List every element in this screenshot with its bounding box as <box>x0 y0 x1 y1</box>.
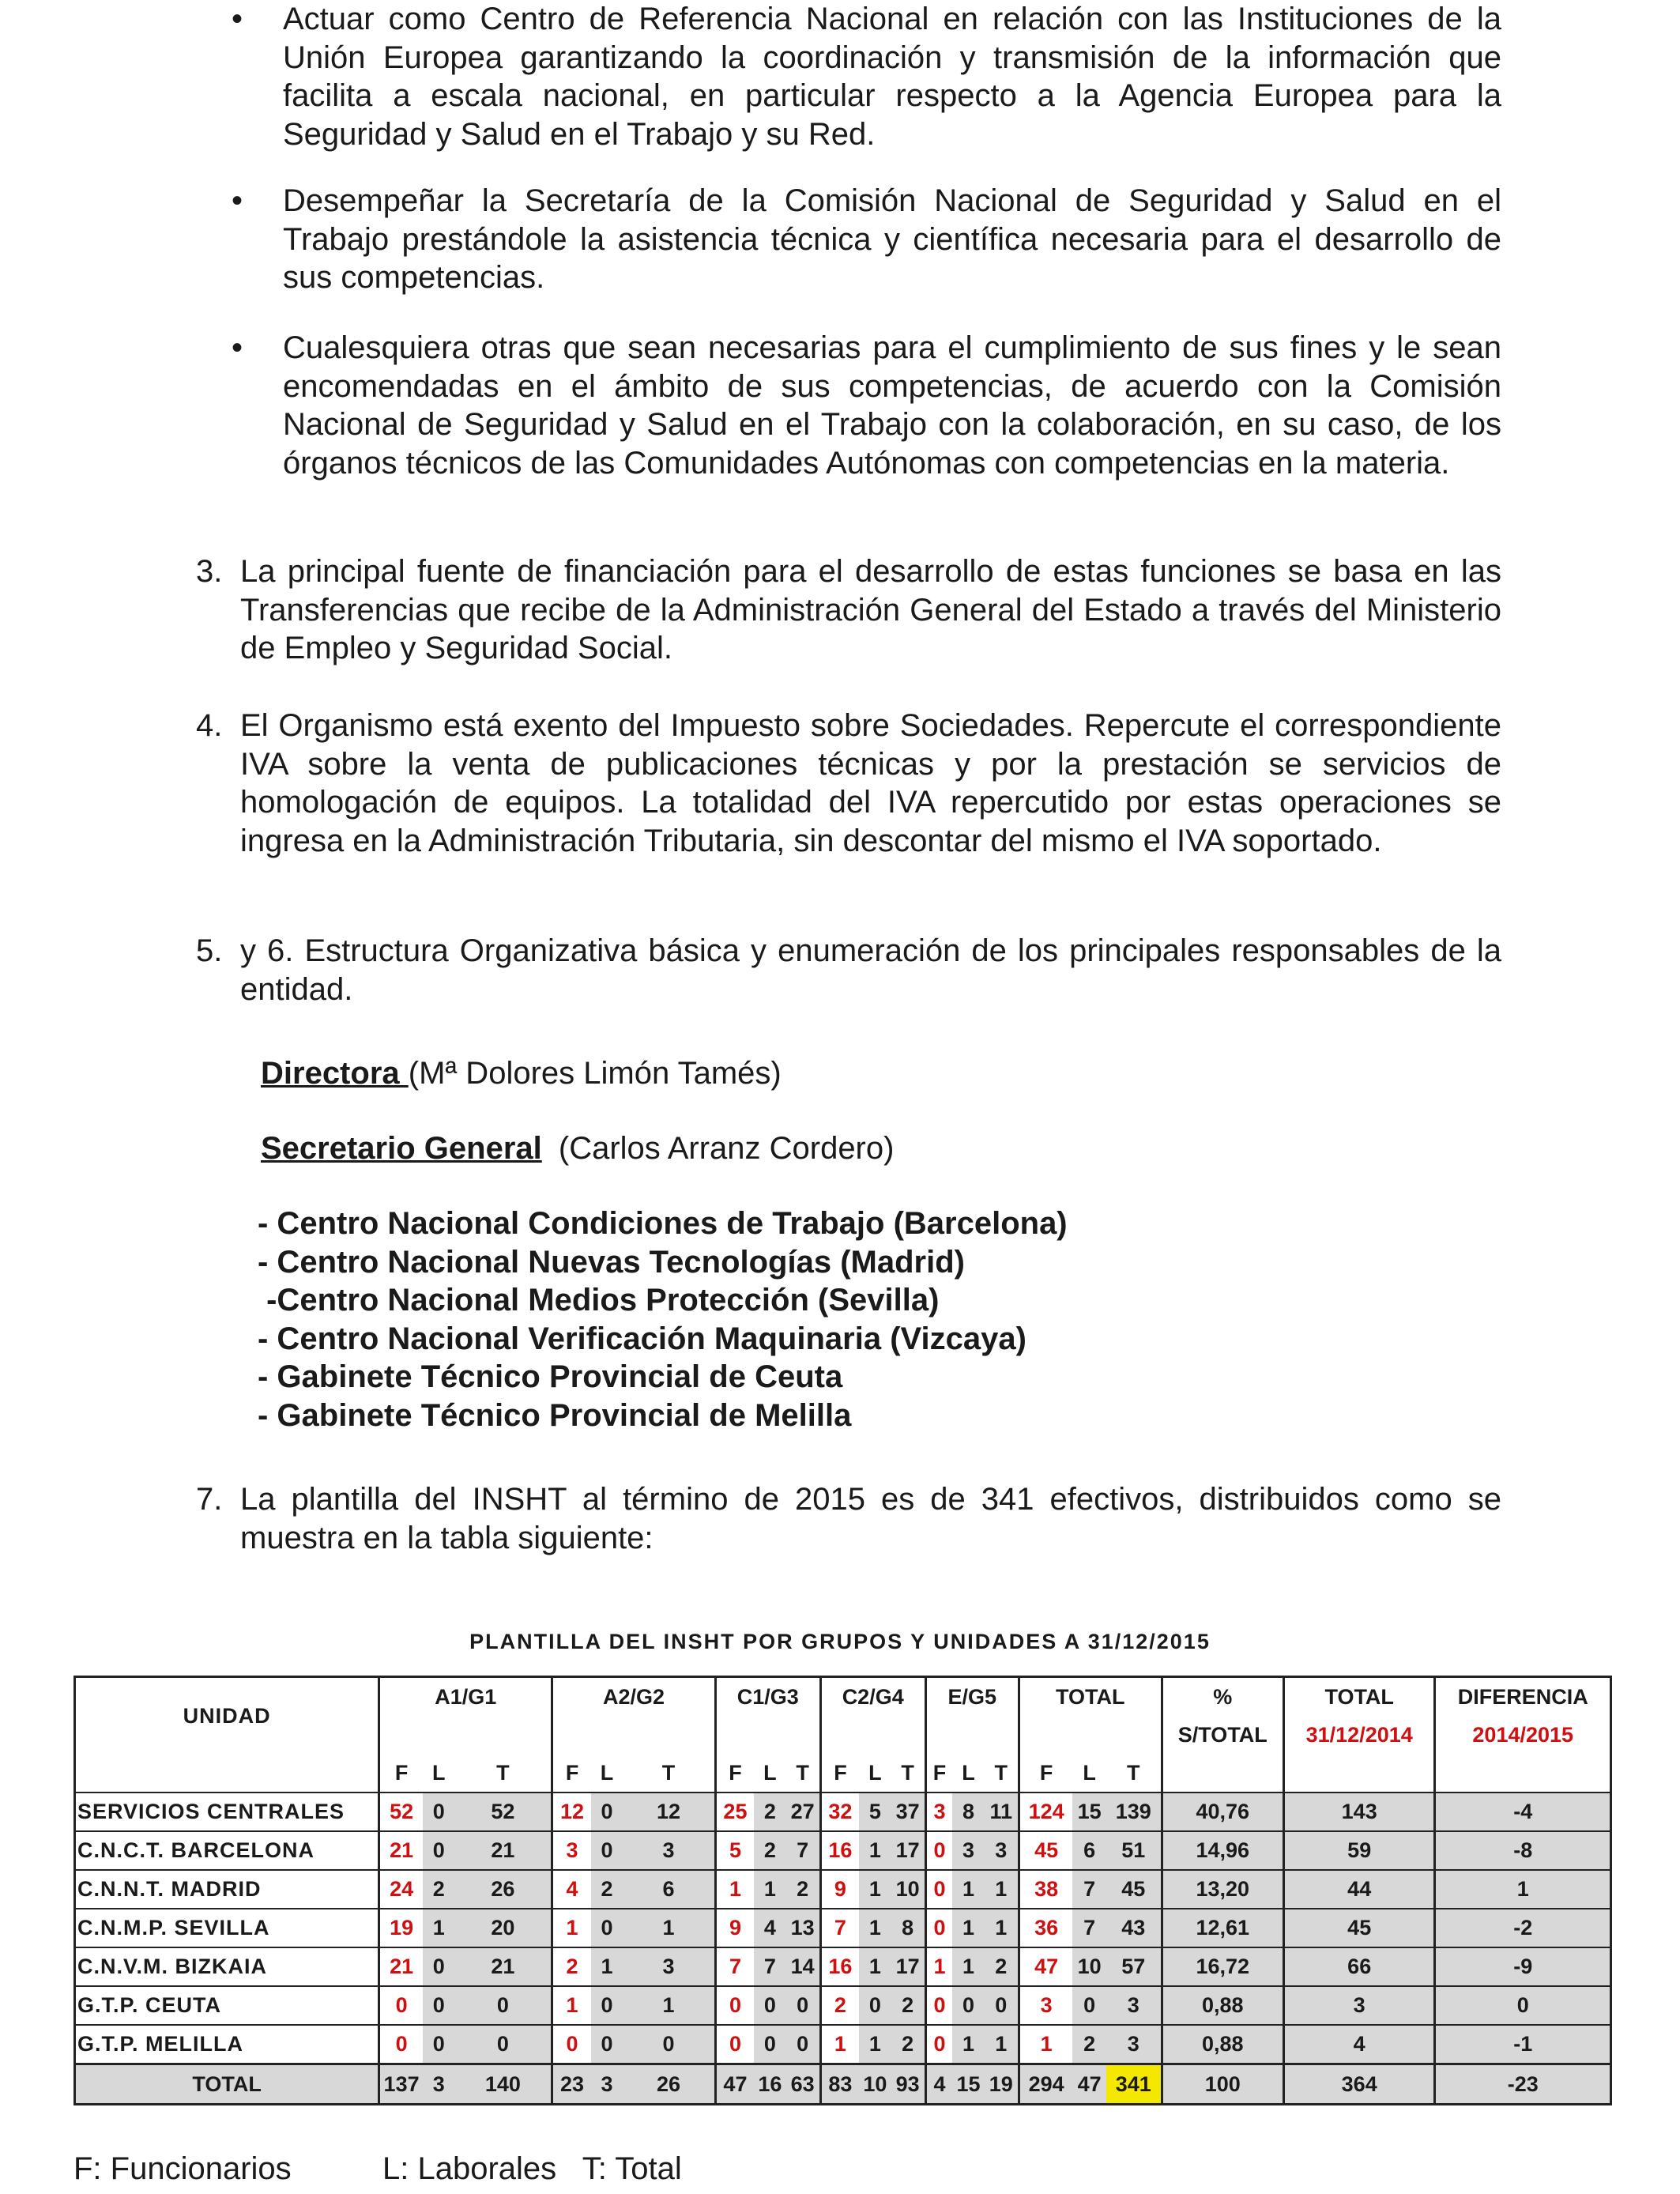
header-pct-sub: S/TOTAL <box>1162 1716 1283 1754</box>
cell-l: 8 <box>952 1793 984 1831</box>
cell-f: 21 <box>379 1947 423 1986</box>
cell-l: 1 <box>952 1947 984 1986</box>
item-text: El Organismo está exento del Impuesto sobre Sociedades. Repercute el correspondiente IVA sobre la venta de publicaciones técnicas y por la prestación se servicios de homologación de equipos. La totalidad del IVA repercutido por estas operaciones se ingresa en la Administración Tributaria, sin descontar del mismo el IVA soportado. <box>240 708 1501 858</box>
cell-l: 0 <box>859 1986 891 2025</box>
center-item: - Centro Nacional Verificación Maquinaria (Vizcaya) <box>258 1321 1026 1356</box>
secretario-label: Secretario General <box>261 1131 542 1166</box>
bullet-text: Actuar como Centro de Referencia Nacional en relación con las Instituciones de la Unión Europea garantizando la coordinación y transmisión de la información que facilita a escala nacional, en particular respecto a la Agencia Europea para la Seguridad y Salud en el Trabajo y su Red. <box>283 2 1501 152</box>
cell-f: 16 <box>820 1947 859 1986</box>
bullet-text: Desempeñar la Secretaría de la Comisión Nacional de Seguridad y Salud en el Trabajo prestándole la asistencia técnica y científica necesaria para el desarrollo de sus competencias. <box>283 183 1501 295</box>
unit-name: C.N.M.P. SEVILLA <box>75 1909 379 1947</box>
header-unidad: UNIDAD <box>183 1703 271 1728</box>
centers-list <box>258 1204 1068 1434</box>
cell-f: 3 <box>1019 1986 1072 2025</box>
subheader-l: L <box>868 1760 882 1785</box>
cell-l: 1 <box>591 1947 623 1986</box>
center-item: - Gabinete Técnico Provincial de Ceuta <box>258 1359 843 1394</box>
cell-f: 0 <box>715 2025 754 2064</box>
table-row <box>75 1986 1611 2025</box>
cell-l: 0 <box>423 1986 454 2025</box>
cell-l: 3 <box>952 1831 984 1870</box>
cell-f: 9 <box>715 1909 754 1947</box>
cell-l: 7 <box>754 1947 785 1986</box>
cell-t: 2 <box>985 1947 1019 1986</box>
cell-l: 0 <box>591 2025 623 2064</box>
cell-t: 1 <box>985 1870 1019 1909</box>
cell-pct: 14,96 <box>1162 1831 1283 1870</box>
bullet-item <box>232 182 1501 297</box>
header-total: TOTAL <box>1283 1677 1435 1717</box>
cell-f: 23 <box>552 2064 591 2105</box>
cell-l: 1 <box>859 2025 891 2064</box>
cell-t: 3 <box>1106 2025 1162 2064</box>
cell-l: 1 <box>859 1831 891 1870</box>
item-text: La plantilla del INSHT al término de 2015 es de 341 efectivos, distribuidos como se muestra en la tabla siguiente: <box>240 1482 1501 1555</box>
cell-pct: 40,76 <box>1162 1793 1283 1831</box>
cell-f: 1 <box>925 1947 952 1986</box>
subheader-t: T <box>661 1760 676 1785</box>
cell-f: 9 <box>820 1870 859 1909</box>
numbered-item-4 <box>196 707 1501 860</box>
footnote-funcionarios: F: Funcionarios <box>73 2151 292 2186</box>
cell-pct: 16,72 <box>1162 1947 1283 1986</box>
cell-t: 20 <box>454 1909 552 1947</box>
cell-f: 24 <box>379 1870 423 1909</box>
bullet-icon: • <box>232 183 243 218</box>
cell-f: 0 <box>925 1909 952 1947</box>
subheader-f: F <box>925 1754 952 1793</box>
header-dif-period: 2014/2015 <box>1435 1716 1611 1754</box>
cell-pct: 100 <box>1162 2064 1283 2105</box>
cell-total-2014: 364 <box>1283 2064 1435 2105</box>
cell-l: 1 <box>952 2025 984 2064</box>
cell-f: 1 <box>820 2025 859 2064</box>
cell-total-2014: 66 <box>1283 1947 1435 1986</box>
cell-l: 1 <box>952 1870 984 1909</box>
header-group: A1/G1 <box>379 1677 552 1717</box>
secretario-name: (Carlos Arranz Cordero) <box>558 1131 895 1166</box>
table-row <box>75 1909 1611 1947</box>
cell-t: 93 <box>891 2064 926 2105</box>
cell-f: 21 <box>379 1831 423 1870</box>
cell-f: 4 <box>552 1870 591 1909</box>
unit-name: SERVICIOS CENTRALES <box>75 1793 379 1831</box>
subheader-l: L <box>1083 1760 1096 1785</box>
cell-total-2014: 4 <box>1283 2025 1435 2064</box>
cell-f: 83 <box>820 2064 859 2105</box>
cell-l: 2 <box>423 1870 454 1909</box>
cell-f: 0 <box>379 2025 423 2064</box>
table-row <box>75 2025 1611 2064</box>
cell-l: 0 <box>591 1986 623 2025</box>
cell-total-2014: 59 <box>1283 1831 1435 1870</box>
cell-t: 51 <box>1106 1831 1162 1870</box>
cell-l: 15 <box>952 2064 984 2105</box>
cell-t: 3 <box>985 1831 1019 1870</box>
cell-f: 5 <box>715 1831 754 1870</box>
subheader-f: F <box>1019 1754 1072 1793</box>
item-text: y 6. Estructura Organizativa básica y enumeración de los principales responsables de la entidad. <box>240 933 1501 1007</box>
cell-total-2014: 45 <box>1283 1909 1435 1947</box>
header-group: C1/G3 <box>715 1677 820 1717</box>
cell-t: 1 <box>985 2025 1019 2064</box>
table-row <box>75 1870 1611 1909</box>
bullet-item <box>232 0 1501 153</box>
cell-l: 0 <box>591 1793 623 1831</box>
cell-diferencia: -23 <box>1435 2064 1611 2105</box>
subheader-l: L <box>600 1760 614 1785</box>
cell-t: 52 <box>454 1793 552 1831</box>
cell-l: 10 <box>859 2064 891 2105</box>
cell-t: 17 <box>891 1831 926 1870</box>
cell-f: 52 <box>379 1793 423 1831</box>
cell-f: 16 <box>820 1831 859 1870</box>
cell-pct: 0,88 <box>1162 2025 1283 2064</box>
cell-l: 4 <box>754 1909 785 1947</box>
cell-l: 0 <box>591 1831 623 1870</box>
subheader-t: T <box>496 1760 510 1785</box>
center-item: - Gabinete Técnico Provincial de Melilla <box>258 1397 852 1433</box>
cell-t: 6 <box>623 1870 715 1909</box>
unit-name: C.N.C.T. BARCELONA <box>75 1831 379 1870</box>
cell-pct: 12,61 <box>1162 1909 1283 1947</box>
cell-l: 15 <box>1072 1793 1106 1831</box>
unit-name: C.N.V.M. BIZKAIA <box>75 1947 379 1986</box>
subheader-f: F <box>820 1754 859 1793</box>
item-number: 5. <box>196 933 223 968</box>
cell-f: 1 <box>715 1870 754 1909</box>
cell-t: 26 <box>454 1870 552 1909</box>
subheader-f: F <box>715 1754 754 1793</box>
cell-t: 21 <box>454 1947 552 1986</box>
cell-t: 14 <box>786 1947 821 1986</box>
cell-f: 25 <box>715 1793 754 1831</box>
center-item: - Centro Nacional Condiciones de Trabajo (Barcelona) <box>258 1206 1068 1241</box>
cell-t: 140 <box>454 2064 552 2105</box>
subheader-t: T <box>1127 1760 1140 1785</box>
cell-diferencia: -1 <box>1435 2025 1611 2064</box>
subheader-l: L <box>962 1760 975 1785</box>
numbered-item-5 <box>196 932 1501 1008</box>
cell-l: 2 <box>591 1870 623 1909</box>
subheader-f: F <box>379 1754 423 1793</box>
cell-l: 7 <box>1072 1909 1106 1947</box>
table-row <box>75 1793 1611 1831</box>
cell-t: 11 <box>985 1793 1019 1831</box>
cell-f: 0 <box>925 2025 952 2064</box>
table-row <box>75 1831 1611 1870</box>
cell-l: 2 <box>754 1831 785 1870</box>
cell-f: 12 <box>552 1793 591 1831</box>
table-title: PLANTILLA DEL INSHT POR GRUPOS Y UNIDADES A 31/12/2015 <box>469 1630 1211 1653</box>
unit-name: TOTAL <box>75 2064 379 2105</box>
cell-f: 3 <box>552 1831 591 1870</box>
cell-t: 139 <box>1106 1793 1162 1831</box>
cell-t: 12 <box>623 1793 715 1831</box>
cell-f: 36 <box>1019 1909 1072 1947</box>
cell-t: 3 <box>1106 1986 1162 2025</box>
cell-l: 0 <box>423 2025 454 2064</box>
header-group: A2/G2 <box>552 1677 715 1717</box>
header-pct: % <box>1162 1677 1283 1717</box>
table-row <box>75 1947 1611 1986</box>
cell-f: 294 <box>1019 2064 1072 2105</box>
cell-l: 6 <box>1072 1831 1106 1870</box>
cell-t: 2 <box>891 1986 926 2025</box>
cell-l: 3 <box>423 2064 454 2105</box>
cell-t: 21 <box>454 1831 552 1870</box>
item-number: 3. <box>196 554 223 589</box>
cell-l: 1 <box>859 1947 891 1986</box>
cell-t: 0 <box>454 1986 552 2025</box>
header-group: TOTAL <box>1019 1677 1162 1717</box>
cell-f: 1 <box>1019 2025 1072 2064</box>
cell-pct: 13,20 <box>1162 1870 1283 1909</box>
header-group: C2/G4 <box>820 1677 925 1717</box>
header-dif: DIFERENCIA <box>1435 1677 1611 1717</box>
cell-f: 3 <box>925 1793 952 1831</box>
cell-f: 0 <box>715 1986 754 2025</box>
subheader-t: T <box>796 1760 809 1785</box>
staff-table <box>73 1676 1612 2105</box>
cell-f: 1 <box>552 1909 591 1947</box>
center-item: - Centro Nacional Nuevas Tecnologías (Madrid) <box>258 1244 965 1280</box>
cell-t: 17 <box>891 1947 926 1986</box>
cell-t: 10 <box>891 1870 926 1909</box>
numbered-item-3 <box>196 552 1501 668</box>
cell-l: 1 <box>859 1870 891 1909</box>
subheader-t: T <box>901 1760 914 1785</box>
cell-l: 16 <box>754 2064 785 2105</box>
directora-name: (Mª Dolores Limón Tamés) <box>408 1056 782 1091</box>
cell-f: 45 <box>1019 1831 1072 1870</box>
cell-f: 2 <box>820 1986 859 2025</box>
cell-l: 10 <box>1072 1947 1106 1986</box>
item-number: 7. <box>196 1482 223 1517</box>
subheader-l: L <box>431 1760 446 1785</box>
cell-f: 47 <box>1019 1947 1072 1986</box>
cell-diferencia: -9 <box>1435 1947 1611 1986</box>
cell-t: 2 <box>786 1870 821 1909</box>
cell-t: 0 <box>454 2025 552 2064</box>
item-text: La principal fuente de financiación para el desarrollo de estas funciones se basa en las Transferencias que recibe de la Administración General del Estado a través del Ministerio de Empleo y Seguridad Social. <box>240 554 1501 665</box>
cell-t: 45 <box>1106 1870 1162 1909</box>
cell-t: 7 <box>786 1831 821 1870</box>
cell-l: 1 <box>423 1909 454 1947</box>
cell-f: 0 <box>925 1831 952 1870</box>
cell-f: 4 <box>925 2064 952 2105</box>
cell-t: 63 <box>786 2064 821 2105</box>
cell-t: 27 <box>786 1793 821 1831</box>
numbered-item-7 <box>196 1480 1501 1557</box>
header-group: E/G5 <box>925 1677 1019 1717</box>
cell-l: 7 <box>1072 1870 1106 1909</box>
secretario-line <box>261 1129 894 1167</box>
cell-l: 0 <box>423 1831 454 1870</box>
cell-t: 341 <box>1106 2064 1162 2105</box>
bullet-item <box>232 329 1501 482</box>
cell-l: 3 <box>591 2064 623 2105</box>
cell-l: 2 <box>1072 2025 1106 2064</box>
cell-t: 1 <box>985 1909 1019 1947</box>
cell-f: 0 <box>379 1986 423 2025</box>
subheader-l: L <box>763 1760 777 1785</box>
cell-diferencia: -2 <box>1435 1909 1611 1947</box>
cell-t: 0 <box>985 1986 1019 2025</box>
cell-t: 57 <box>1106 1947 1162 1986</box>
subheader-t: T <box>994 1760 1008 1785</box>
cell-diferencia: -8 <box>1435 1831 1611 1870</box>
cell-l: 0 <box>754 1986 785 2025</box>
header-total-date: 31/12/2014 <box>1283 1716 1435 1754</box>
cell-t: 26 <box>623 2064 715 2105</box>
cell-total-2014: 44 <box>1283 1870 1435 1909</box>
cell-l: 47 <box>1072 2064 1106 2105</box>
unit-name: C.N.N.T. MADRID <box>75 1870 379 1909</box>
cell-l: 1 <box>859 1909 891 1947</box>
cell-f: 137 <box>379 2064 423 2105</box>
cell-t: 0 <box>623 2025 715 2064</box>
cell-l: 2 <box>754 1793 785 1831</box>
cell-l: 1 <box>952 1909 984 1947</box>
cell-f: 47 <box>715 2064 754 2105</box>
unit-name: G.T.P. CEUTA <box>75 1986 379 2025</box>
cell-f: 0 <box>925 1870 952 1909</box>
center-item: -Centro Nacional Medios Protección (Sevilla) <box>258 1283 940 1318</box>
cell-f: 32 <box>820 1793 859 1831</box>
cell-diferencia: 1 <box>1435 1870 1611 1909</box>
cell-l: 0 <box>591 1909 623 1947</box>
footnote-laborales-total: L: Laborales T: Total <box>382 2151 682 2186</box>
cell-t: 43 <box>1106 1909 1162 1947</box>
cell-diferencia: 0 <box>1435 1986 1611 2025</box>
cell-l: 0 <box>423 1793 454 1831</box>
cell-t: 0 <box>786 1986 821 2025</box>
cell-t: 2 <box>891 2025 926 2064</box>
cell-f: 0 <box>925 1986 952 2025</box>
cell-f: 38 <box>1019 1870 1072 1909</box>
cell-t: 1 <box>623 1909 715 1947</box>
table-total-row <box>75 2064 1611 2105</box>
cell-l: 5 <box>859 1793 891 1831</box>
cell-l: 0 <box>952 1986 984 2025</box>
cell-total-2014: 143 <box>1283 1793 1435 1831</box>
cell-l: 0 <box>754 2025 785 2064</box>
cell-f: 2 <box>552 1947 591 1986</box>
cell-f: 124 <box>1019 1793 1072 1831</box>
cell-pct: 0,88 <box>1162 1986 1283 2025</box>
cell-t: 0 <box>786 2025 821 2064</box>
directora-line <box>261 1054 782 1092</box>
bullet-icon: • <box>232 330 243 365</box>
bullet-icon: • <box>232 2 243 36</box>
cell-f: 1 <box>552 1986 591 2025</box>
cell-t: 3 <box>623 1947 715 1986</box>
cell-diferencia: -4 <box>1435 1793 1611 1831</box>
directora-label: Directora <box>261 1056 409 1091</box>
cell-l: 1 <box>754 1870 785 1909</box>
cell-t: 37 <box>891 1793 926 1831</box>
item-number: 4. <box>196 708 223 743</box>
cell-t: 1 <box>623 1986 715 2025</box>
cell-f: 19 <box>379 1909 423 1947</box>
cell-f: 7 <box>715 1947 754 1986</box>
cell-l: 0 <box>423 1947 454 1986</box>
cell-t: 3 <box>623 1831 715 1870</box>
subheader-f: F <box>552 1754 591 1793</box>
unit-name: G.T.P. MELILLA <box>75 2025 379 2064</box>
cell-total-2014: 3 <box>1283 1986 1435 2025</box>
cell-f: 0 <box>552 2025 591 2064</box>
cell-t: 13 <box>786 1909 821 1947</box>
cell-t: 8 <box>891 1909 926 1947</box>
cell-t: 19 <box>985 2064 1019 2105</box>
bullet-text: Cualesquiera otras que sean necesarias para el cumplimiento de sus fines y le sean encomendadas en el ámbito de sus competencias, de acuerdo con la Comisión Nacional de Seguridad y Salud en el Trabajo con la colaboración, en su caso, de los órganos técnicos de las Comunidades Autónomas con competencias en la materia. <box>283 330 1501 481</box>
cell-f: 7 <box>820 1909 859 1947</box>
cell-l: 0 <box>1072 1986 1106 2025</box>
